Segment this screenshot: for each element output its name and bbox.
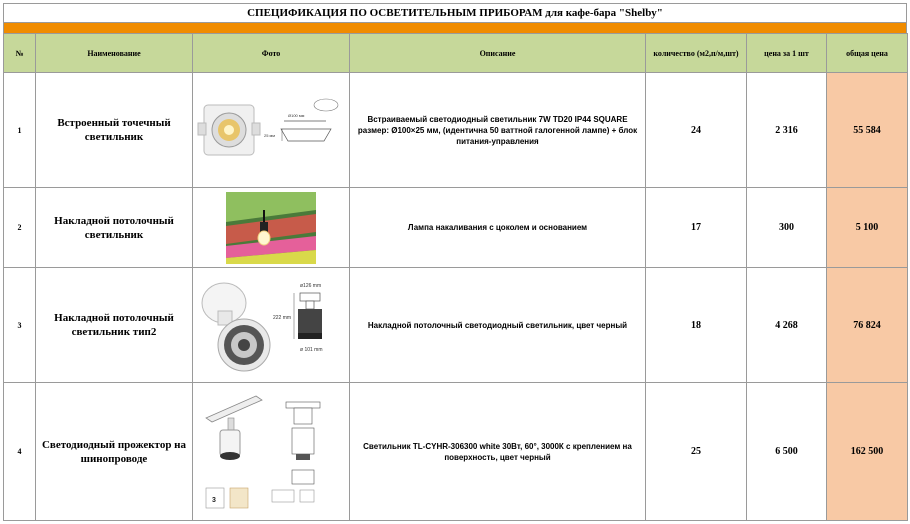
row-num: 3 <box>4 268 36 383</box>
photo-dim-bottom: ø 101 mm <box>300 347 323 353</box>
sheet-title: СПЕЦИФИКАЦИЯ ПО ОСВЕТИТЕЛЬНЫМ ПРИБОРАМ для кафе-бара "Shelby" <box>3 3 907 23</box>
row-total: 5 100 <box>827 188 908 268</box>
row-total: 76 824 <box>827 268 908 383</box>
row-unit-price: 6 500 <box>747 383 827 521</box>
row-description: Светильник TL-CYHR-306300 white 30Вт, 60°, 3000К с креплением на поверхность, цвет черный <box>350 383 646 521</box>
row-photo <box>193 268 350 383</box>
row-unit-price: 2 316 <box>747 73 827 188</box>
table-row <box>4 188 908 268</box>
row-total: 162 500 <box>827 383 908 521</box>
row-num: 4 <box>4 383 36 521</box>
row-photo <box>193 188 350 268</box>
accent-bar <box>3 23 907 33</box>
row-quantity: 24 <box>646 73 747 188</box>
row-name: Накладной потолочный светильник тип2 <box>36 268 193 383</box>
header-quantity: количество (м2,п/м,шт) <box>646 34 747 73</box>
header-row <box>4 34 908 73</box>
photo-dim-height: 222 mm <box>273 315 292 321</box>
header-unit-price: цена за 1 шт <box>747 34 827 73</box>
specification-sheet <box>3 3 907 521</box>
row-name: Накладной потолочный светильник <box>36 188 193 268</box>
photo-badge: 3 <box>212 496 216 504</box>
bulb-socket-icon <box>226 192 316 264</box>
row-description: Лампа накаливания с цоколем и основанием <box>350 188 646 268</box>
table-row <box>4 73 908 188</box>
photo-dim-a: Ø100 мм <box>288 113 305 118</box>
row-unit-price: 300 <box>747 188 827 268</box>
row-total: 55 584 <box>827 73 908 188</box>
row-quantity: 18 <box>646 268 747 383</box>
row-photo <box>193 73 350 188</box>
recessed-spotlight-icon <box>196 95 346 165</box>
header-total: общая цена <box>827 34 908 73</box>
row-num: 1 <box>4 73 36 188</box>
row-description: Встраиваемый светодиодный светильник 7W TD20 IP44 SQUARE размер: Ø100×25 мм, (идентична 50 ваттной галогенной лампе) + блок питания-управления <box>350 73 646 188</box>
track-spotlight-icon <box>196 388 346 516</box>
header-description: Описание <box>350 34 646 73</box>
photo-dim-b: 25 мм <box>264 133 276 138</box>
header-num: № <box>4 34 36 73</box>
row-name: Светодиодный прожектор на шинопроводе <box>36 383 193 521</box>
row-photo <box>193 383 350 521</box>
row-unit-price: 4 268 <box>747 268 827 383</box>
table-row <box>4 383 908 521</box>
header-photo: Фото <box>193 34 350 73</box>
table-row <box>4 268 908 383</box>
row-description: Накладной потолочный светодиодный светильник, цвет черный <box>350 268 646 383</box>
specification-table <box>3 33 908 521</box>
row-name: Встроенный точечный светильник <box>36 73 193 188</box>
row-quantity: 25 <box>646 383 747 521</box>
row-quantity: 17 <box>646 188 747 268</box>
surface-spotlight-icon <box>196 275 346 375</box>
header-name: Наименование <box>36 34 193 73</box>
photo-dim-top: ø126 mm <box>300 283 322 289</box>
row-num: 2 <box>4 188 36 268</box>
